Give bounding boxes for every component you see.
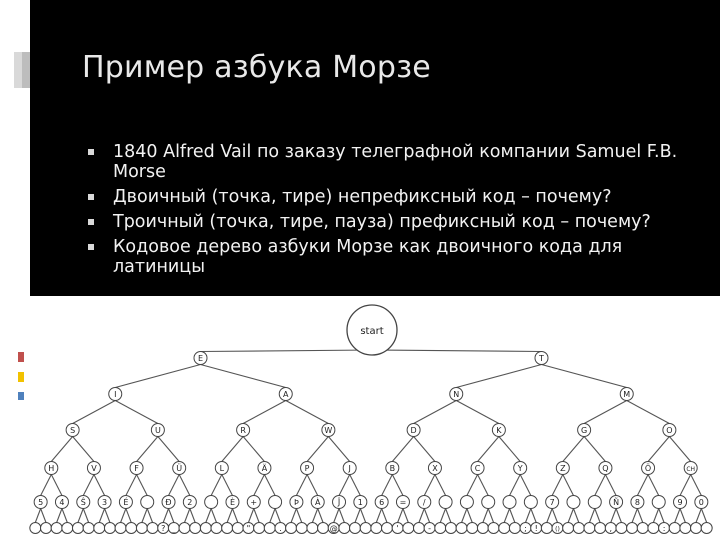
node-label: ; xyxy=(524,523,527,533)
node-label: = xyxy=(399,497,407,507)
tree-edge xyxy=(691,475,702,496)
tree-edge xyxy=(504,509,509,523)
tree-edge xyxy=(419,509,424,523)
tree-edge xyxy=(478,475,489,496)
tree-edge xyxy=(201,350,373,352)
tree-edge xyxy=(137,437,158,462)
tree-edge xyxy=(632,509,637,523)
node-label: Ĵ xyxy=(337,497,341,507)
tree-node xyxy=(588,496,601,509)
node-label: G xyxy=(581,425,588,435)
node-label: È xyxy=(229,497,235,507)
tree-edge xyxy=(179,475,190,496)
node-label: / xyxy=(422,497,426,507)
node-label: () xyxy=(555,525,560,533)
tree-edge xyxy=(424,475,435,496)
node-label: 8 xyxy=(634,497,640,507)
tree-edge xyxy=(211,509,216,523)
tree-edge xyxy=(510,509,515,523)
node-label: Ä xyxy=(261,463,268,473)
tree-edge xyxy=(653,509,658,523)
node-label: ' xyxy=(396,523,399,533)
node-label: Ŝ xyxy=(80,497,86,507)
tree-edge xyxy=(286,401,329,424)
tree-edge xyxy=(372,350,542,352)
tree-node xyxy=(72,523,83,534)
tree-edge xyxy=(605,475,616,496)
tree-edge xyxy=(121,509,126,523)
tree-node xyxy=(222,523,233,534)
tree-edge xyxy=(526,509,531,523)
tree-edge xyxy=(440,509,445,523)
tree-edge xyxy=(83,509,88,523)
tree-node xyxy=(595,523,606,534)
tree-edge xyxy=(392,475,403,496)
tree-node xyxy=(286,523,297,534)
node-label: R xyxy=(240,425,246,435)
tree-node xyxy=(205,496,218,509)
tree-node xyxy=(616,523,627,534)
node-label: + xyxy=(250,497,258,507)
tree-edge xyxy=(296,475,307,496)
node-label: K xyxy=(496,425,502,435)
tree-node xyxy=(467,523,478,534)
tree-edge xyxy=(142,509,147,523)
tree-edge xyxy=(126,509,131,523)
tree-node xyxy=(669,523,680,534)
tree-edge xyxy=(414,437,435,462)
tree-edge xyxy=(115,401,158,424)
tree-edge xyxy=(41,509,46,523)
tree-edge xyxy=(637,475,648,496)
tree-edge xyxy=(483,509,488,523)
tree-edge xyxy=(307,475,318,496)
tree-edge xyxy=(589,509,594,523)
node-label: É xyxy=(123,497,129,507)
tree-node xyxy=(524,496,537,509)
node-label: 4 xyxy=(59,497,65,507)
tree-edge xyxy=(190,509,195,523)
node-label: 9 xyxy=(677,497,683,507)
node-label: Z xyxy=(560,463,566,473)
tree-edge xyxy=(83,475,94,496)
node-label: Ö xyxy=(644,463,652,473)
node-label: I xyxy=(114,389,117,399)
tree-node xyxy=(190,523,201,534)
tree-node xyxy=(296,523,307,534)
tree-edge xyxy=(254,509,259,523)
tree-node xyxy=(435,523,446,534)
tree-edge xyxy=(264,475,275,496)
tree-node xyxy=(318,523,329,534)
tree-node xyxy=(541,523,552,534)
tree-edge xyxy=(339,475,350,496)
tree-node xyxy=(627,523,638,534)
tree-edge xyxy=(680,475,691,496)
tree-node xyxy=(445,523,456,534)
tree-edge xyxy=(232,509,237,523)
tree-edge xyxy=(243,437,264,462)
node-label: B xyxy=(389,463,396,473)
tree-node xyxy=(456,523,467,534)
tree-edge xyxy=(318,509,323,523)
node-label: CH xyxy=(686,465,696,473)
tree-edge xyxy=(552,475,563,496)
node-label: Ü xyxy=(176,463,183,473)
node-label: , xyxy=(609,523,613,533)
tree-edge xyxy=(222,437,243,462)
tree-nodes xyxy=(30,305,712,534)
tree-node xyxy=(62,523,73,534)
tree-node xyxy=(307,523,318,534)
tree-node xyxy=(403,523,414,534)
tree-edge xyxy=(222,475,233,496)
tree-edge xyxy=(169,475,180,496)
tree-edge xyxy=(360,509,365,523)
tree-node xyxy=(40,523,51,534)
tree-edge xyxy=(115,365,200,388)
tree-edge xyxy=(350,475,361,496)
node-label: 3 xyxy=(102,497,108,507)
node-label: H xyxy=(48,463,55,473)
tree-edge xyxy=(270,509,275,523)
root-label: start xyxy=(360,326,384,337)
tree-node xyxy=(104,523,115,534)
tree-node xyxy=(30,523,41,534)
tree-edge xyxy=(510,475,521,496)
tree-node xyxy=(477,523,488,534)
tree-node xyxy=(115,523,126,534)
bullet-item xyxy=(88,187,708,207)
tree-node xyxy=(381,523,392,534)
slide-title: Пример азбука Морзе xyxy=(82,50,431,85)
node-label: M xyxy=(623,389,631,399)
bullet-item xyxy=(88,142,708,182)
tree-edge xyxy=(520,475,531,496)
tree-edge xyxy=(291,509,296,523)
tree-edge xyxy=(105,509,110,523)
tree-node xyxy=(232,523,243,534)
tree-edge xyxy=(573,509,578,523)
tree-edge xyxy=(94,475,105,496)
tree-edge xyxy=(355,509,360,523)
tree-edge xyxy=(73,437,94,462)
node-label: 1 xyxy=(357,497,363,507)
tree-node xyxy=(509,523,520,534)
tree-edge xyxy=(382,475,393,496)
tree-edge xyxy=(206,509,211,523)
tree-node xyxy=(51,523,62,534)
tree-edge xyxy=(584,401,627,424)
tree-node xyxy=(573,523,584,534)
tree-node xyxy=(460,496,473,509)
tree-node xyxy=(350,523,361,534)
left-accent-bar-thin xyxy=(22,52,30,88)
tree-edge xyxy=(584,437,605,462)
tree-edge xyxy=(467,509,472,523)
tree-node xyxy=(499,523,510,534)
tree-edge xyxy=(435,475,446,496)
tree-edge xyxy=(563,475,574,496)
tree-node xyxy=(254,523,265,534)
node-label: D xyxy=(410,425,417,435)
tree-node xyxy=(179,523,190,534)
bullet-marker xyxy=(88,219,94,225)
tree-edge xyxy=(169,509,174,523)
tree-edge xyxy=(339,509,344,523)
tree-edge xyxy=(563,437,584,462)
tree-edge xyxy=(41,475,52,496)
tree-edge xyxy=(248,509,253,523)
tree-edge xyxy=(35,509,40,523)
tree-node xyxy=(413,523,424,534)
tree-edge xyxy=(275,509,280,523)
tree-edge xyxy=(547,509,552,523)
node-label: _ xyxy=(171,523,176,533)
tree-node xyxy=(126,523,137,534)
tree-node xyxy=(584,523,595,534)
tree-edge xyxy=(637,509,642,523)
tree-edge xyxy=(568,509,573,523)
tree-node xyxy=(563,523,574,534)
tree-edge xyxy=(478,437,499,462)
tree-edge xyxy=(627,401,670,424)
tree-node xyxy=(141,496,154,509)
node-label: 5 xyxy=(38,497,44,507)
tree-edge xyxy=(376,509,381,523)
tree-node xyxy=(269,496,282,509)
node-label: Q xyxy=(602,463,609,473)
node-label: @ xyxy=(329,523,338,533)
tree-node xyxy=(339,523,350,534)
tree-edge xyxy=(163,509,168,523)
bullet-text: 1840 Alfred Vail по заказу телеграфной компании Samuel F.B. Morse xyxy=(113,142,678,182)
tree-edge xyxy=(243,401,286,424)
bullet-marker xyxy=(88,244,94,250)
node-label: - xyxy=(428,523,432,533)
node-label: L xyxy=(219,463,225,473)
node-label: " xyxy=(246,523,251,533)
node-label: : xyxy=(662,523,666,533)
tree-edge xyxy=(680,509,685,523)
tree-edge xyxy=(147,509,152,523)
bullet-list xyxy=(88,142,708,282)
tree-edge xyxy=(126,475,137,496)
tree-edge xyxy=(669,437,690,462)
tree-edge xyxy=(552,509,557,523)
tree-node xyxy=(83,523,94,534)
tree-edge xyxy=(312,509,317,523)
tree-edges xyxy=(35,350,706,523)
node-label: 6 xyxy=(379,497,385,507)
node-label: J xyxy=(348,463,351,473)
tree-node xyxy=(136,523,147,534)
tree-node xyxy=(482,496,495,509)
tree-edge xyxy=(334,509,339,523)
tree-edge xyxy=(675,509,680,523)
morse-code-tree xyxy=(0,296,720,540)
node-label: 7 xyxy=(549,497,555,507)
tree-node xyxy=(680,523,691,534)
node-label: S xyxy=(70,425,76,435)
tree-edge xyxy=(542,365,627,388)
node-label: E xyxy=(197,353,204,363)
tree-edge xyxy=(648,475,659,496)
tree-node xyxy=(701,523,712,534)
bullet-text: Двоичный (точка, тире) непрефиксный код – почему? xyxy=(113,187,612,207)
node-label: ? xyxy=(161,523,166,533)
node-label: F xyxy=(134,463,139,473)
node-label: Þ xyxy=(293,497,299,507)
tree-node xyxy=(371,523,382,534)
tree-node xyxy=(211,523,222,534)
node-label: T xyxy=(539,353,544,363)
tree-edge xyxy=(99,509,104,523)
tree-edge xyxy=(659,509,664,523)
tree-edge xyxy=(414,401,457,424)
tree-edge xyxy=(446,509,451,523)
node-label: P xyxy=(304,463,310,473)
node-label: À xyxy=(314,497,321,507)
tree-edge xyxy=(701,509,706,523)
tree-edge xyxy=(456,401,499,424)
tree-edge xyxy=(467,475,478,496)
tree-edge xyxy=(185,509,190,523)
tree-node xyxy=(652,496,665,509)
tree-edge xyxy=(227,509,232,523)
tree-edge xyxy=(254,475,265,496)
bullet-item xyxy=(88,237,708,277)
tree-edge xyxy=(696,509,701,523)
tree-edge xyxy=(158,437,179,462)
bullet-text: Троичный (точка, тире, пауза) префиксный код – почему? xyxy=(113,212,651,232)
bullet-marker xyxy=(88,194,94,200)
node-label: . xyxy=(279,523,282,533)
tree-edge xyxy=(382,509,387,523)
tree-edge xyxy=(424,509,429,523)
tree-node xyxy=(503,496,516,509)
tree-node xyxy=(488,523,499,534)
tree-edge xyxy=(595,509,600,523)
tree-edge xyxy=(211,475,222,496)
node-label: 2 xyxy=(187,497,193,507)
bullet-item xyxy=(88,212,708,232)
tree-node xyxy=(200,523,211,534)
node-label: Ñ xyxy=(613,497,620,507)
tree-edge xyxy=(307,437,328,462)
tree-node xyxy=(691,523,702,534)
node-label: 0 xyxy=(698,497,704,507)
tree-node xyxy=(439,496,452,509)
node-label: Y xyxy=(517,463,523,473)
tree-edge xyxy=(499,437,520,462)
tree-edge xyxy=(616,509,621,523)
node-label: X xyxy=(432,463,438,473)
tree-edge xyxy=(137,475,148,496)
tree-node xyxy=(94,523,105,534)
tree-node xyxy=(648,523,659,534)
node-label: V xyxy=(91,463,97,473)
bullet-text: Кодовое дерево азбуки Морзе как двоичного кода для латиницы xyxy=(113,237,623,277)
tree-edge xyxy=(398,509,403,523)
tree-edge xyxy=(648,437,669,462)
tree-edge xyxy=(462,509,467,523)
tree-node xyxy=(567,496,580,509)
node-label: A xyxy=(283,389,289,399)
tree-edge xyxy=(201,365,286,388)
tree-node xyxy=(360,523,371,534)
tree-edge xyxy=(73,401,116,424)
node-label: N xyxy=(453,389,460,399)
tree-node xyxy=(264,523,275,534)
tree-edge xyxy=(51,475,62,496)
node-label: C xyxy=(474,463,481,473)
tree-edge xyxy=(611,509,616,523)
tree-edge xyxy=(403,509,408,523)
tree-node xyxy=(637,523,648,534)
tree-edge xyxy=(328,437,349,462)
tree-edge xyxy=(595,475,606,496)
tree-edge xyxy=(62,509,67,523)
tree-edge xyxy=(296,509,301,523)
tree-node xyxy=(147,523,158,534)
node-label: Đ xyxy=(165,497,172,507)
node-label: W xyxy=(324,425,333,435)
tree-edge xyxy=(57,509,62,523)
tree-edge xyxy=(51,437,72,462)
bullet-marker xyxy=(88,149,94,155)
tree-edge xyxy=(392,437,413,462)
node-label: O xyxy=(666,425,673,435)
node-label: U xyxy=(154,425,161,435)
tree-edge xyxy=(488,509,493,523)
node-label: ! xyxy=(534,523,538,533)
tree-edge xyxy=(78,509,83,523)
tree-edge xyxy=(456,365,541,388)
tree-edge xyxy=(531,509,536,523)
